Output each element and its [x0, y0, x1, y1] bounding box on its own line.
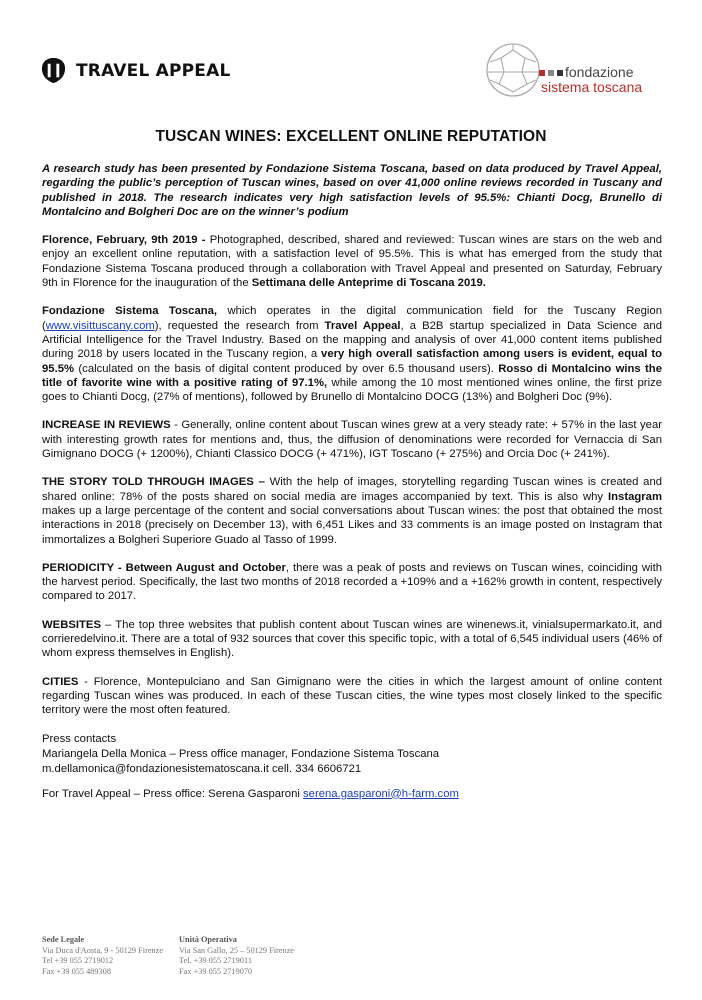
- dateline: Florence, February, 9th 2019 -: [42, 234, 206, 247]
- text: , a B2B startup specialized in Data Science and Artificial Intelligence for the Travel Industry. Based on the mapping and analysis of over 41,000 content items published during 2018 by users located in the Tuscany region, a: [42, 319, 662, 361]
- text: while among the 10 most mentioned wines online, the first prize goes to Chianti Docg, (27% of mentions), followed by Brunello di Montalcino DOCG (13%) and Bolgheri Doc (9%).: [42, 376, 663, 404]
- paragraph-cities: [42, 675, 662, 718]
- paragraph-story-images: [42, 475, 662, 546]
- footer-phone: Tel. +39 055 2719011: [179, 956, 252, 965]
- rosso-highlight: Rosso di Montalcino wins the title of favorite wine with a positive rating of 97.1%,: [42, 362, 662, 389]
- section-heading: WEBSITES: [42, 618, 101, 631]
- footer-unita-operativa: [179, 935, 294, 977]
- travel-appeal-logo: [40, 57, 231, 84]
- text: (calculated on the basis of digital content produced by over 6.5 thousand users).: [74, 362, 499, 375]
- travel-appeal-name: Travel Appeal: [324, 319, 401, 332]
- section-heading: PERIODICITY - Between August and October: [42, 561, 286, 574]
- contact-email-line: m.dellamonica@fondazionesistematoscana.it cell. 334 6606721: [42, 762, 362, 775]
- event-name: Settimana delle Anteprime di Toscana 2019.: [251, 277, 486, 290]
- text: - Generally, online content about Tuscan wines grew at a very steady rate: + 57% in the last year with interesting growth rates for mentions and, thus, the diffusion of denominations were recorded for Vernaccia di San Gimignano DOCG (+ 1200%), Chianti Classico DOCG (+ 471%), IGT Toscano (+ 275%) and Orcia Doc (+ 241%).: [42, 419, 662, 461]
- press-contacts: [42, 732, 662, 802]
- dark-square-icon: [557, 70, 563, 76]
- lead-paragraph: A research study has been presented by Fondazione Sistema Toscana, based on data produced by Travel Appeal, regarding the public’s perception of Tuscan wines, based on over 41,000 online reviews recorded in Tuscany and published in 2018. The research indicates very high satisfaction levels of 95.5%: Chianti Docg, Brunello di Montalcino and Bolgheri Doc are on the winner’s podium: [42, 163, 662, 218]
- footer-fax: Fax +39 055 2719070: [179, 966, 253, 976]
- article-body: [42, 162, 662, 802]
- text: With the help of images, storytelling regarding Tuscan wines is created and shared online: 78% of the posts shared on social media are images accompanied by text. This is also why: [42, 476, 663, 503]
- text: ), requested the research from: [154, 319, 325, 332]
- logo-text-sistema-toscana: sistema toscana: [541, 79, 643, 95]
- text: – The top three websites that publish content about Tuscan wines are winenews.it, vinialsupermarkato.it, and corrieredelvino.it. There are a total of 932 sources that cover this specific topic, with a total of 6,545 individual users (46% of whom express themselves in English).: [42, 618, 662, 660]
- visittuscany-link[interactable]: www.visittuscany.com: [45, 319, 155, 332]
- section-heading: INCREASE IN REVIEWS: [42, 419, 171, 432]
- fondazione-sistema-toscana-logo: [485, 42, 675, 102]
- footer-address: Via San Gallo, 25 – 50129 Firenze: [179, 945, 294, 955]
- section-heading: THE STORY TOLD THROUGH IMAGES –: [42, 476, 265, 489]
- paragraph-fondazione: [42, 304, 662, 404]
- footer-sede-legale: [42, 935, 163, 977]
- paragraph-periodicity: [42, 561, 662, 604]
- page-title: TUSCAN WINES: EXCELLENT ONLINE REPUTATION: [155, 128, 547, 145]
- text: Photographed, described, shared and reviewed: Tuscan wines are stars on the web and enjoy an excellent online reputation, with a satisfaction level of 95.5%. This is what has emerged from the study that Fondazione Sistema Toscana produced through a collaboration with Travel Appeal and presented on Saturday, February 9th in Florence for the inauguration of the: [42, 234, 662, 290]
- footer-address: Via Duca d'Aosta, 9 - 50129 Firenze: [42, 945, 164, 955]
- geodesic-ball-icon: [485, 42, 541, 98]
- gray-square-icon: [548, 70, 554, 76]
- text: - Florence, Montepulciano and San Gimignano were the cities in which the largest amount of online content regarding Tuscan wines was produced. In each of these Tuscan cities, the wine types most closely linked to the specific territory were the most often featured.: [42, 675, 662, 717]
- contacts-heading: Press contacts: [42, 732, 117, 745]
- travel-appeal-wordmark: TRAVEL APPEAL: [76, 60, 231, 81]
- logo-text-fondazione: fondazione: [565, 64, 634, 80]
- text: makes up a large percentage of the content and social conversations about Tuscan wines: the post that obtained the most interactions in 2018 (precisely on December 13), with 6,451 Likes and 33 comments is an image posted on Instagram that immortalizes a Bolgheri Superiore Guado al Tasso of 1999.: [42, 504, 662, 546]
- footer-phone: Tel +39 055 2719012: [42, 956, 114, 965]
- satisfaction-highlight: very high overall satisfaction among users is evident, equal to 95.5%: [42, 348, 662, 375]
- paragraph-florence: [42, 233, 662, 290]
- footer-heading: Sede Legale: [42, 935, 85, 944]
- footer-heading: Unità Operativa: [179, 935, 237, 944]
- paragraph-websites: [42, 618, 662, 661]
- paragraph-increase-in-reviews: [42, 418, 662, 461]
- logo-squares: [539, 70, 563, 76]
- footer: [42, 935, 294, 977]
- red-square-icon: [539, 70, 545, 76]
- text: which operates in the digital communication field for the Tuscany Region (: [42, 305, 662, 332]
- instagram-name: Instagram: [608, 490, 662, 503]
- footer-fax: Fax +39 055 489308: [42, 966, 111, 976]
- travel-appeal-shield-icon: [40, 57, 67, 84]
- text: For Travel Appeal – Press office: Serena Gasparoni: [42, 787, 304, 800]
- text: , there was a peak of posts and reviews on Tuscan wines, coinciding with the harvest period. Specifically, the last two months of 2018 recorded a +109% and a +162% growth in content, respectively compared to 2017.: [42, 561, 662, 603]
- section-heading: CITIES: [42, 675, 79, 688]
- travel-appeal-contact-line: [42, 787, 662, 802]
- org-name: Fondazione Sistema Toscana,: [42, 305, 218, 318]
- serena-email-link[interactable]: serena.gasparoni@h-farm.com: [303, 787, 459, 800]
- contact-line: Mariangela Della Monica – Press office manager, Fondazione Sistema Toscana: [42, 747, 440, 760]
